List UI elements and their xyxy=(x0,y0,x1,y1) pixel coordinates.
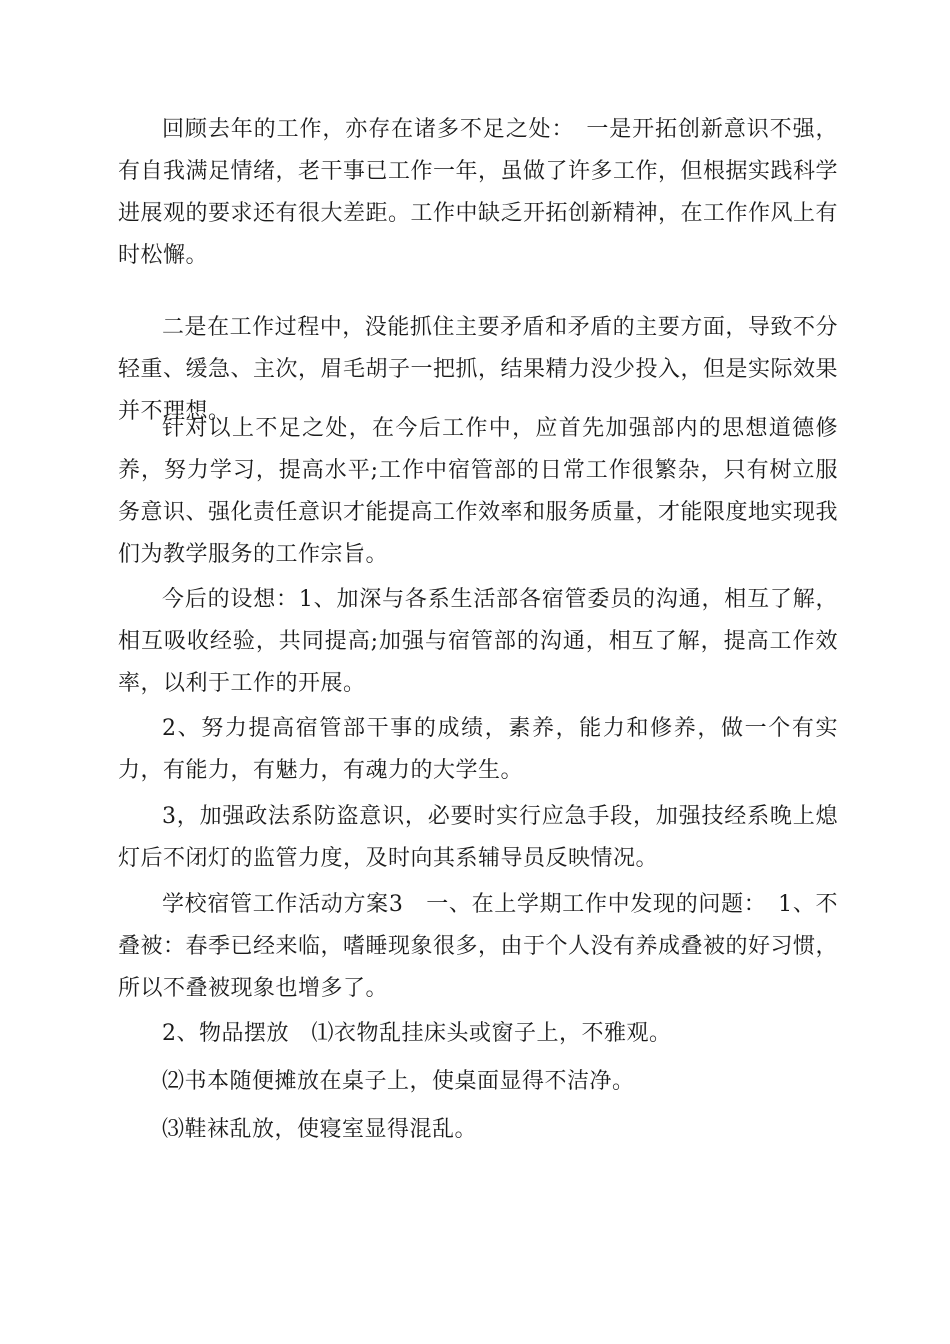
paragraph-item-placement: 2、物品摆放 ⑴衣物乱挂床头或窗子上，不雅观。 xyxy=(162,1021,672,1046)
paragraph-shortcomings: 回顾去年的工作，亦存在诸多不足之处： 一是开拓创新意识不强，有自我满足情绪，老干事已工作一年，虽做了许多工作，但根据实践科学进展观的要求还有很大差距。工作中缺乏开拓创新精神，在工作作风上有时松懈。 xyxy=(118,117,839,268)
paragraph-shoes: ⑶鞋袜乱放，使寝室显得混乱。 xyxy=(162,1117,478,1142)
paragraph-plan-3: 3，加强政法系防盗意识，必要时实行应急手段，加强技经系晚上熄灯后不闭灯的监管力度，及时向其系辅导员反映情况。 xyxy=(118,804,838,871)
paragraph-future-plans: 今后的设想：1、加深与各系生活部各宿管委员的沟通，相互了解，相互吸收经验，共同提高;加强与宿管部的沟通，相互了解，提高工作效率，以利于工作的开展。 xyxy=(118,587,838,696)
paragraph-plan-2: 2、努力提高宿管部干事的成绩，素养，能力和修养，做一个有实力，有能力，有魅力，有魂力的大学生。 xyxy=(118,716,838,783)
paragraph-improvements: 针对以上不足之处，在今后工作中，应首先加强部内的思想道德修养，努力学习，提高水平;工作中宿管部的日常工作很繁杂，只有树立服务意识、强化责任意识才能提高工作效率和服务质量，才能限度地实现我们为教学服务的工作宗旨。 xyxy=(118,416,839,567)
paragraph-work-process: 二是在工作过程中，没能抓住主要矛盾和矛盾的主要方面，导致不分轻重、缓急、主次，眉毛胡子一把抓，结果精力没少投入，但是实际效果并不理想。 xyxy=(118,315,839,424)
paragraph-books: ⑵书本随便摊放在桌子上，使桌面显得不洁净。 xyxy=(162,1069,635,1094)
paragraph-activity-plan-3: 学校宿管工作活动方案3 一、在上学期工作中发现的问题： 1、不叠被：春季已经来临，嗜睡现象很多，由于个人没有养成叠被的好习惯，所以不叠被现象也增多了。 xyxy=(118,892,839,1001)
